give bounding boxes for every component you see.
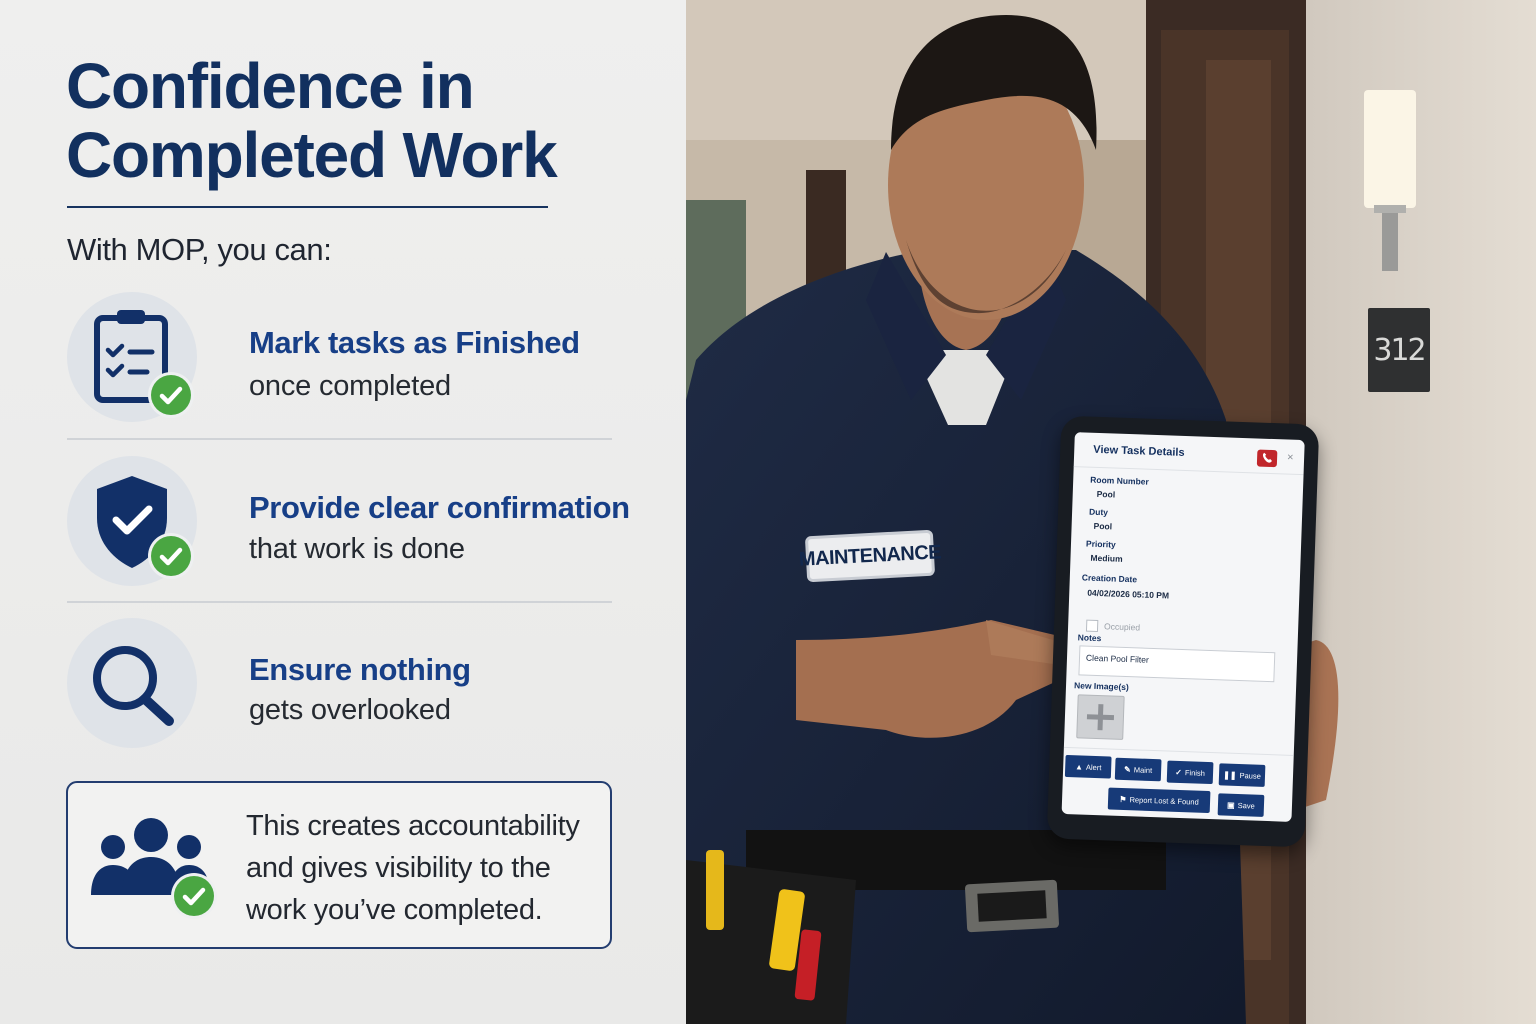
checkmark-icon: ✓ <box>1175 767 1183 777</box>
feature-icon-circle <box>67 618 197 748</box>
feature-subtitle: gets overlooked <box>249 694 451 726</box>
phone-icon <box>1257 449 1278 467</box>
photo-panel <box>686 0 1536 1024</box>
occupied-label: Occupied <box>1103 621 1141 633</box>
shirt-name-patch: MAINTENANCE <box>805 530 935 583</box>
title-line-1: Confidence in <box>66 50 474 122</box>
accountability-callout <box>66 781 612 949</box>
new-images-label: New Image(s) <box>1073 680 1129 693</box>
task-details-screen <box>1062 432 1305 822</box>
room-number-label: Room Number <box>1090 474 1149 487</box>
creation-date-label: Creation Date <box>1081 572 1138 585</box>
save-button[interactable] <box>1218 793 1265 817</box>
feature-nothing-overlooked <box>67 618 612 748</box>
feature-mark-finished <box>67 292 612 422</box>
notes-label: Notes <box>1077 632 1102 644</box>
intro-text: With MOP, you can: <box>67 232 332 267</box>
add-image-button[interactable] <box>1076 694 1125 740</box>
feature-subtitle: that work is done <box>249 533 465 565</box>
pause-icon: ❚❚ <box>1223 769 1237 780</box>
divider <box>67 438 612 440</box>
page-title <box>66 52 626 190</box>
feature-title: Provide clear confirmation <box>249 490 630 525</box>
callout-line-3: work you’ve completed. <box>246 894 543 926</box>
magnifier-icon <box>67 618 197 748</box>
plus-icon <box>1077 695 1123 739</box>
dialog-header <box>1074 432 1305 475</box>
maint-button-label: Maint <box>1133 764 1153 775</box>
floppy-disk-icon: ▣ <box>1226 800 1235 810</box>
tablet-device <box>1047 416 1320 848</box>
finish-button[interactable] <box>1167 761 1214 785</box>
feature-subtitle: once completed <box>249 370 451 402</box>
creation-date-value: 04/02/2026 05:10 PM <box>1087 587 1170 601</box>
title-line-2: Completed Work <box>66 119 557 191</box>
maint-button[interactable] <box>1115 758 1162 782</box>
feature-icon-circle <box>67 292 197 422</box>
priority-label: Priority <box>1085 538 1116 550</box>
pause-button-label: Pause <box>1239 770 1262 781</box>
title-underline <box>67 206 548 208</box>
finish-button-label: Finish <box>1184 767 1206 778</box>
callout-text <box>246 805 596 931</box>
dialog-title: View Task Details <box>1093 443 1185 459</box>
duty-value: Pool <box>1093 520 1113 532</box>
priority-value: Medium <box>1090 552 1123 564</box>
occupied-checkbox[interactable] <box>1086 620 1098 632</box>
notes-value: Clean Pool Filter <box>1085 652 1150 665</box>
wrench-icon: ✎ <box>1123 764 1131 774</box>
save-button-label: Save <box>1237 800 1255 811</box>
feature-title: Ensure nothing <box>249 652 471 687</box>
alert-button-label: Alert <box>1085 762 1102 772</box>
check-badge-icon <box>174 876 214 916</box>
room-number-sign: 312 <box>1368 308 1430 392</box>
check-badge-icon <box>151 375 191 415</box>
duty-label: Duty <box>1088 506 1109 518</box>
lost-found-icon: ⚑ <box>1119 794 1127 804</box>
info-panel <box>0 0 686 1024</box>
alert-button[interactable] <box>1065 755 1112 779</box>
pause-button[interactable] <box>1219 763 1266 787</box>
callout-line-2: and gives visibility to the <box>246 852 551 884</box>
check-badge-icon <box>151 536 191 576</box>
divider <box>1064 747 1294 756</box>
feature-title: Mark tasks as Finished <box>249 325 580 360</box>
report-lost-found-button[interactable] <box>1108 787 1211 813</box>
close-icon[interactable]: × <box>1286 451 1294 464</box>
feature-clear-confirmation <box>67 456 630 586</box>
warning-icon: ▲ <box>1074 761 1084 772</box>
room-number-value: Pool <box>1096 488 1116 500</box>
feature-icon-circle <box>67 456 197 586</box>
callout-line-1: This creates accountability <box>246 810 580 842</box>
divider <box>67 601 612 603</box>
phone-call-button[interactable] <box>1257 449 1278 467</box>
report-lost-found-label: Report Lost & Found <box>1129 794 1199 807</box>
notes-textarea[interactable] <box>1078 645 1275 682</box>
